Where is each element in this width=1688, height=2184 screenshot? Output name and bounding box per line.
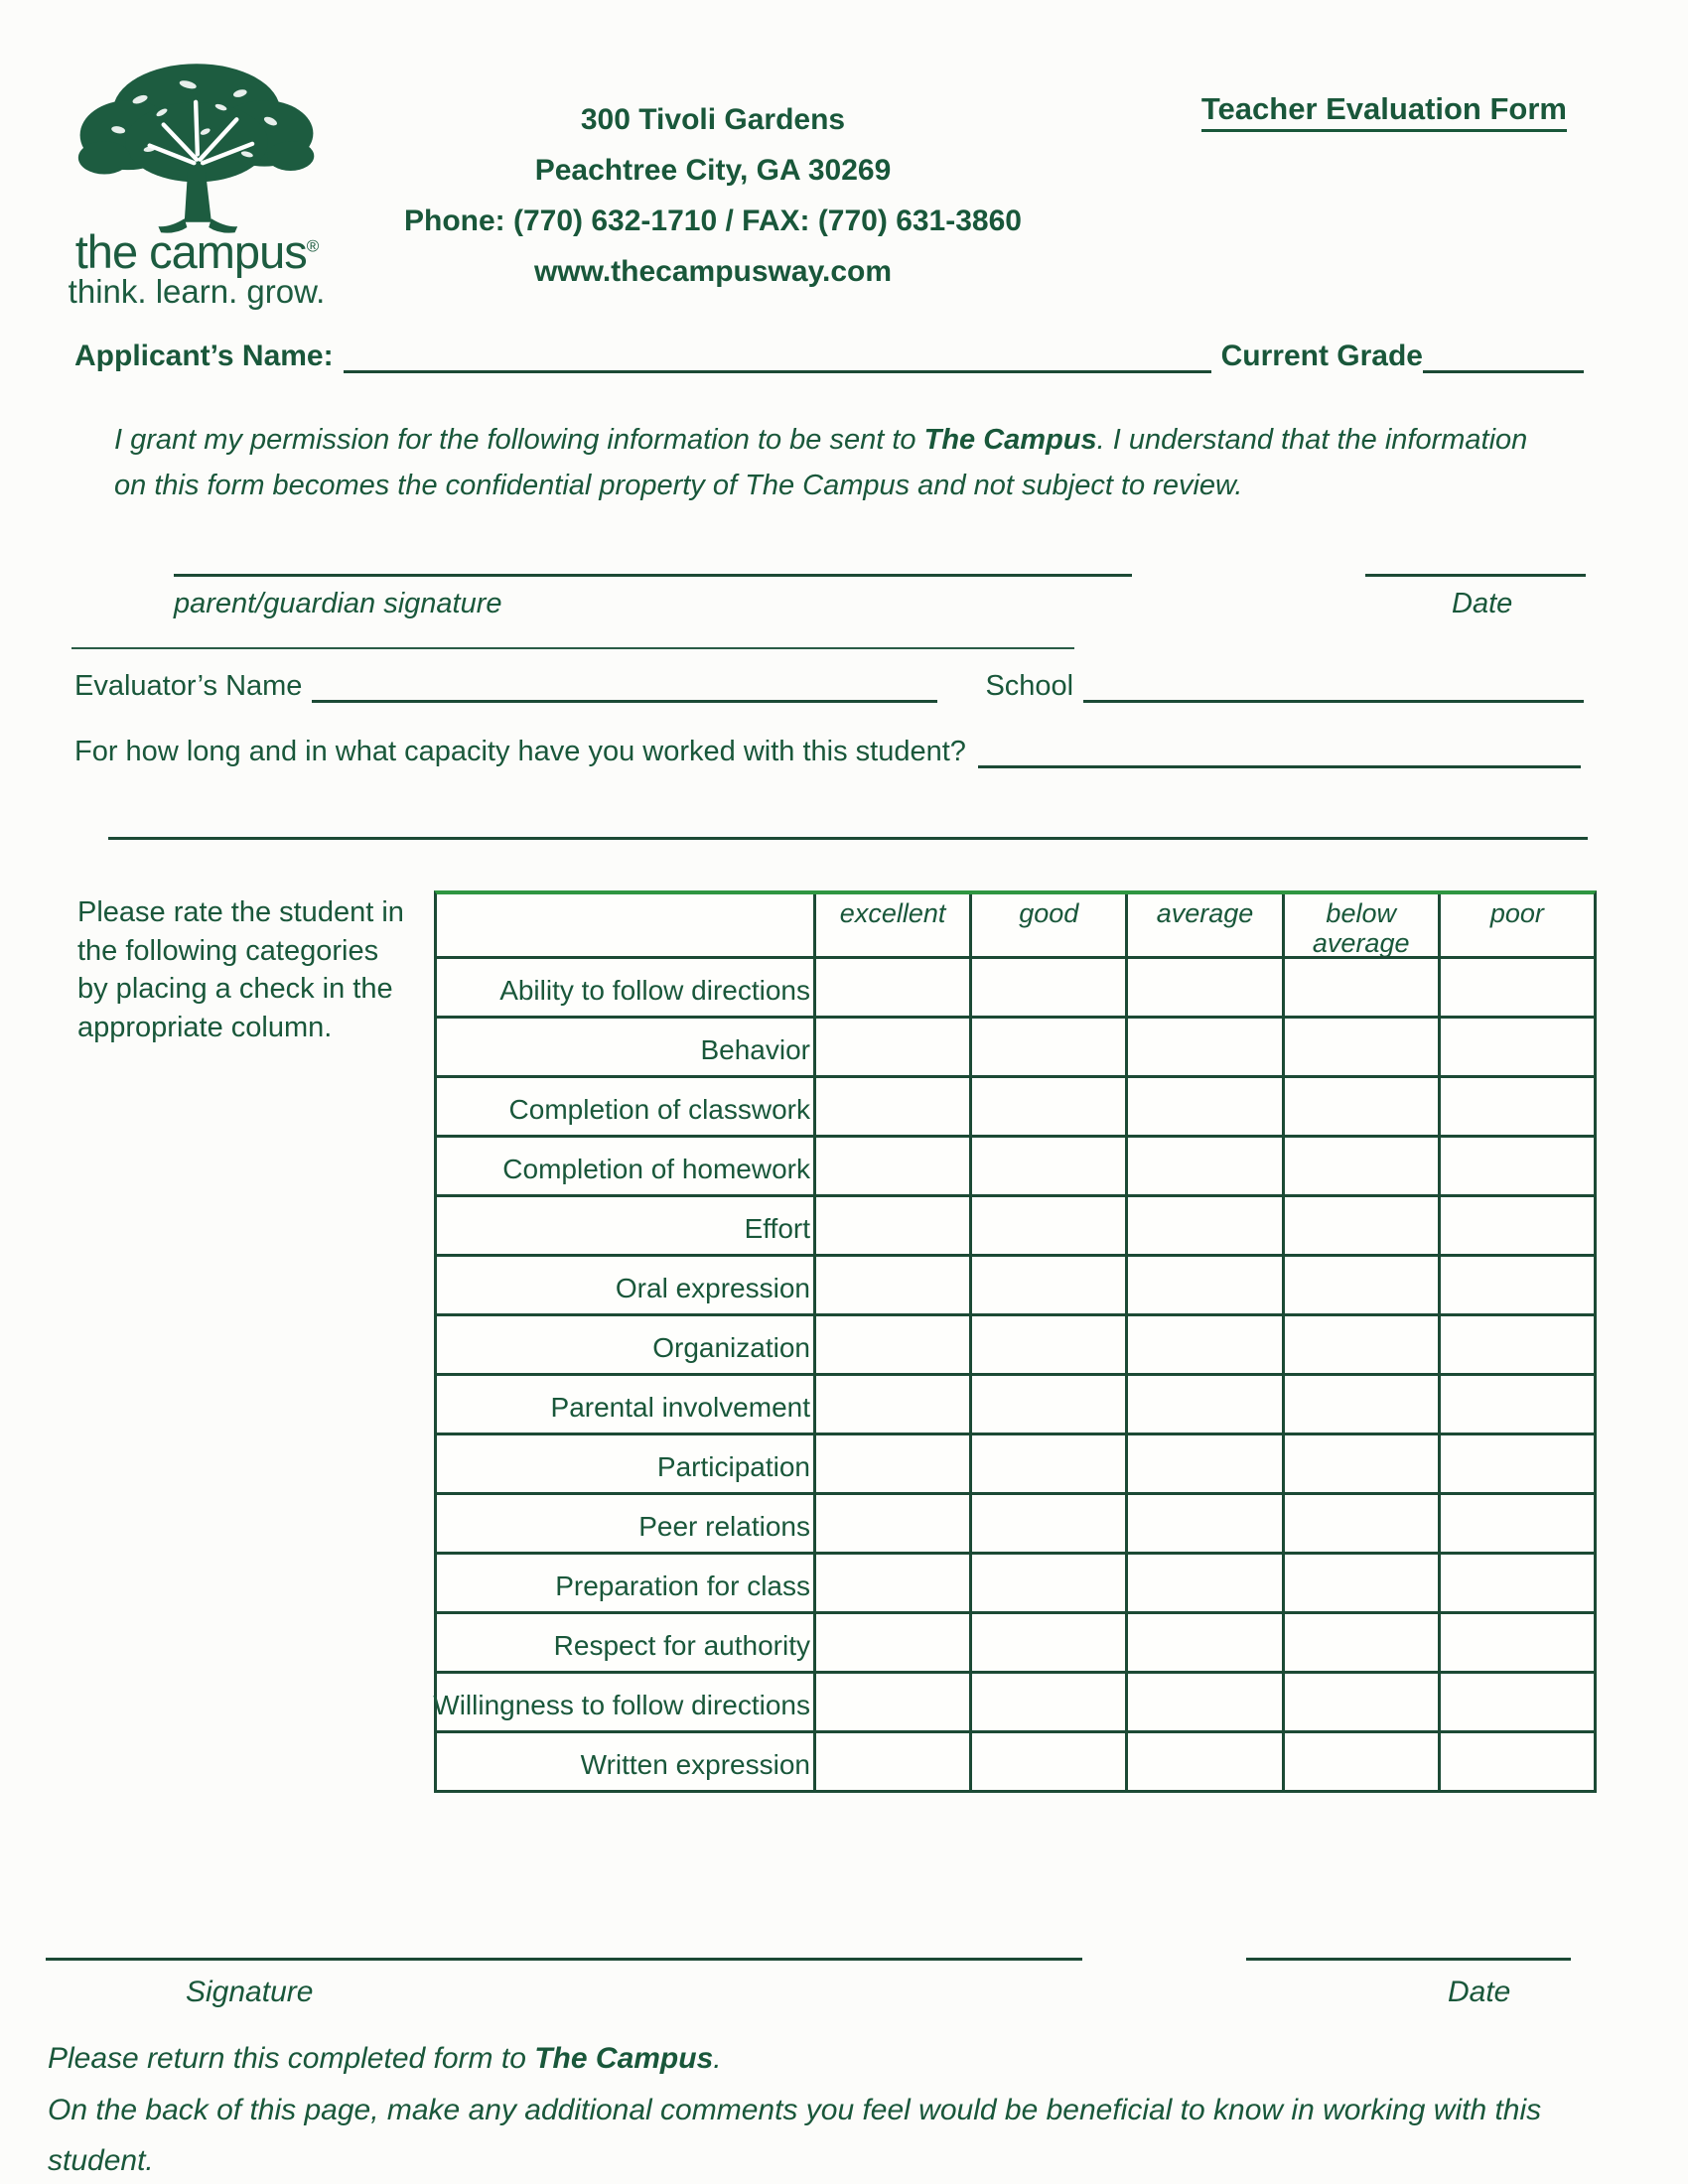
rating-cell-excellent[interactable] xyxy=(813,1730,969,1790)
rating-cell-good[interactable] xyxy=(969,1552,1125,1611)
address-line-1: 300 Tivoli Gardens xyxy=(580,103,846,136)
campus-address-block xyxy=(328,94,1098,297)
rating-header-excellent: excellent xyxy=(813,894,969,956)
capacity-answer-continuation-field[interactable] xyxy=(108,837,1588,840)
school-label: School xyxy=(985,670,1074,702)
campus-brand-bold: The Campus xyxy=(534,2042,714,2075)
rating-cell-average[interactable] xyxy=(1125,1492,1281,1552)
capacity-answer-field[interactable] xyxy=(978,733,1581,768)
rating-cell-poor[interactable] xyxy=(1438,1552,1594,1611)
rating-cell-good[interactable] xyxy=(969,956,1125,1016)
rating-cell-poor[interactable] xyxy=(1438,1135,1594,1194)
rating-cell-below-average[interactable] xyxy=(1282,956,1438,1016)
evaluator-date-field[interactable] xyxy=(1246,1958,1571,1961)
evaluator-row xyxy=(74,667,1584,703)
campus-brand-bold: The Campus xyxy=(923,424,1097,456)
rating-cell-good[interactable] xyxy=(969,1671,1125,1730)
rating-cell-poor[interactable] xyxy=(1438,1611,1594,1671)
rating-cell-below-average[interactable] xyxy=(1282,1611,1438,1671)
parent-date-label: Date xyxy=(1452,588,1513,619)
rating-header-below-average: below average xyxy=(1282,894,1438,956)
rating-cell-excellent[interactable] xyxy=(813,1194,969,1254)
row-label-participation: Participation xyxy=(437,1433,813,1492)
rating-cell-excellent[interactable] xyxy=(813,1016,969,1075)
form-title: Teacher Evaluation Form xyxy=(1201,91,1567,127)
divider-rule xyxy=(71,647,1074,649)
rating-cell-average[interactable] xyxy=(1125,1075,1281,1135)
rating-cell-below-average[interactable] xyxy=(1282,1254,1438,1313)
applicant-name-label: Applicant’s Name: xyxy=(74,340,334,372)
rating-cell-excellent[interactable] xyxy=(813,1075,969,1135)
rating-cell-poor[interactable] xyxy=(1438,1433,1594,1492)
signature-label: Signature xyxy=(186,1976,314,2008)
rating-cell-below-average[interactable] xyxy=(1282,1194,1438,1254)
row-label-preparation-for-class: Preparation for class xyxy=(437,1552,813,1611)
rating-cell-poor[interactable] xyxy=(1438,1016,1594,1075)
row-label-peer-relations: Peer relations xyxy=(437,1492,813,1552)
rating-cell-below-average[interactable] xyxy=(1282,1016,1438,1075)
rating-cell-good[interactable] xyxy=(969,1611,1125,1671)
rating-cell-poor[interactable] xyxy=(1438,1730,1594,1790)
rating-cell-good[interactable] xyxy=(969,1075,1125,1135)
parent-signature-field[interactable] xyxy=(174,574,1132,577)
rating-cell-good[interactable] xyxy=(969,1313,1125,1373)
row-label-ability-to-follow-directions: Ability to follow directions xyxy=(437,956,813,1016)
applicant-name-field[interactable] xyxy=(344,338,1211,373)
evaluator-name-label: Evaluator’s Name xyxy=(74,670,303,702)
row-label-completion-of-classwork: Completion of classwork xyxy=(437,1075,813,1135)
rating-cell-excellent[interactable] xyxy=(813,956,969,1016)
rating-cell-poor[interactable] xyxy=(1438,1254,1594,1313)
rating-cell-poor[interactable] xyxy=(1438,1194,1594,1254)
rating-cell-average[interactable] xyxy=(1125,1313,1281,1373)
rating-cell-below-average[interactable] xyxy=(1282,1313,1438,1373)
rating-cell-average[interactable] xyxy=(1125,1730,1281,1790)
row-label-oral-expression: Oral expression xyxy=(437,1254,813,1313)
registered-mark: ® xyxy=(306,236,319,256)
rating-cell-good[interactable] xyxy=(969,1433,1125,1492)
campus-logo xyxy=(48,52,346,310)
rating-cell-good[interactable] xyxy=(969,1492,1125,1552)
address-line-2: Peachtree City, GA 30269 xyxy=(534,154,892,187)
rating-cell-good[interactable] xyxy=(969,1730,1125,1790)
rating-cell-excellent[interactable] xyxy=(813,1492,969,1552)
rating-header-average: average xyxy=(1125,894,1281,956)
rating-cell-poor[interactable] xyxy=(1438,1313,1594,1373)
permission-statement: I grant my permission for the following information to be sent to The Campus. I understand that the information on this form becomes the confidential property of The Campus and not subject to review. xyxy=(114,424,1528,502)
rating-cell-good[interactable] xyxy=(969,1016,1125,1075)
rating-cell-below-average[interactable] xyxy=(1282,1135,1438,1194)
capacity-question-label: For how long and in what capacity have you worked with this student? xyxy=(74,736,966,767)
rating-cell-average[interactable] xyxy=(1125,956,1281,1016)
school-field[interactable] xyxy=(1083,667,1584,703)
row-label-willingness-to-follow-directions: Willingness to follow directions xyxy=(437,1671,813,1730)
rating-cell-excellent[interactable] xyxy=(813,1611,969,1671)
evaluator-name-field[interactable] xyxy=(312,667,937,703)
rating-cell-poor[interactable] xyxy=(1438,1671,1594,1730)
rating-cell-excellent[interactable] xyxy=(813,1254,969,1313)
rating-cell-good[interactable] xyxy=(969,1194,1125,1254)
rating-cell-poor[interactable] xyxy=(1438,1373,1594,1433)
current-grade-field[interactable] xyxy=(1423,338,1584,373)
parent-signature-label: parent/guardian signature xyxy=(174,588,502,619)
rating-cell-average[interactable] xyxy=(1125,1373,1281,1433)
rating-cell-excellent[interactable] xyxy=(813,1313,969,1373)
rating-cell-below-average[interactable] xyxy=(1282,1075,1438,1135)
parent-date-field[interactable] xyxy=(1365,574,1586,577)
rating-header-blank xyxy=(437,894,813,956)
rating-cell-average[interactable] xyxy=(1125,1433,1281,1492)
rating-cell-average[interactable] xyxy=(1125,1254,1281,1313)
rating-cell-below-average[interactable] xyxy=(1282,1492,1438,1552)
brand-tagline: think. learn. grow. xyxy=(68,273,326,310)
rating-cell-poor[interactable] xyxy=(1438,956,1594,1016)
row-label-behavior: Behavior xyxy=(437,1016,813,1075)
rating-cell-average[interactable] xyxy=(1125,1016,1281,1075)
current-grade-label: Current Grade xyxy=(1220,340,1423,372)
rating-table xyxy=(434,890,1597,1793)
rating-cell-excellent[interactable] xyxy=(813,1135,969,1194)
oak-tree-icon xyxy=(66,52,328,234)
rating-cell-excellent[interactable] xyxy=(813,1552,969,1611)
rating-cell-good[interactable] xyxy=(969,1135,1125,1194)
rating-cell-below-average[interactable] xyxy=(1282,1730,1438,1790)
brand-wordmark: the campus® xyxy=(74,225,319,278)
rating-cell-average[interactable] xyxy=(1125,1611,1281,1671)
return-line: Please return this completed form to The Campus. xyxy=(48,2042,722,2075)
rating-cell-average[interactable] xyxy=(1125,1671,1281,1730)
address-line-4: www.thecampusway.com xyxy=(533,255,893,288)
rating-cell-excellent[interactable] xyxy=(813,1671,969,1730)
rating-instruction: Please rate the student in the following categories by placing a check in the appropriate column. xyxy=(77,896,404,1043)
rating-header-good: good xyxy=(969,894,1125,956)
address-line-3: Phone: (770) 632-1710 / FAX: (770) 631-3860 xyxy=(404,205,1022,237)
rating-cell-poor[interactable] xyxy=(1438,1075,1594,1135)
capacity-question-row xyxy=(74,733,1581,768)
rating-cell-good[interactable] xyxy=(969,1254,1125,1313)
rating-cell-poor[interactable] xyxy=(1438,1492,1594,1552)
rating-cell-below-average[interactable] xyxy=(1282,1373,1438,1433)
rating-cell-below-average[interactable] xyxy=(1282,1671,1438,1730)
row-label-respect-for-authority: Respect for authority xyxy=(437,1611,813,1671)
rating-header-poor: poor xyxy=(1438,894,1594,956)
row-label-effort: Effort xyxy=(437,1194,813,1254)
rating-cell-average[interactable] xyxy=(1125,1194,1281,1254)
date-label: Date xyxy=(1448,1976,1511,2008)
evaluator-signature-field[interactable] xyxy=(46,1958,1082,1961)
row-label-completion-of-homework: Completion of homework xyxy=(437,1135,813,1194)
row-label-parental-involvement: Parental involvement xyxy=(437,1373,813,1433)
row-label-organization: Organization xyxy=(437,1313,813,1373)
row-label-written-expression: Written expression xyxy=(437,1730,813,1790)
rating-cell-excellent[interactable] xyxy=(813,1433,969,1492)
rating-cell-average[interactable] xyxy=(1125,1135,1281,1194)
rating-cell-average[interactable] xyxy=(1125,1552,1281,1611)
back-note-line: On the back of this page, make any additional comments you feel would be beneficial to know in working with this student. xyxy=(48,2093,1542,2178)
rating-cell-below-average[interactable] xyxy=(1282,1552,1438,1611)
rating-cell-excellent[interactable] xyxy=(813,1373,969,1433)
rating-cell-good[interactable] xyxy=(969,1373,1125,1433)
applicant-row xyxy=(74,338,1584,373)
return-instructions xyxy=(48,2033,1636,2184)
rating-cell-below-average[interactable] xyxy=(1282,1433,1438,1492)
